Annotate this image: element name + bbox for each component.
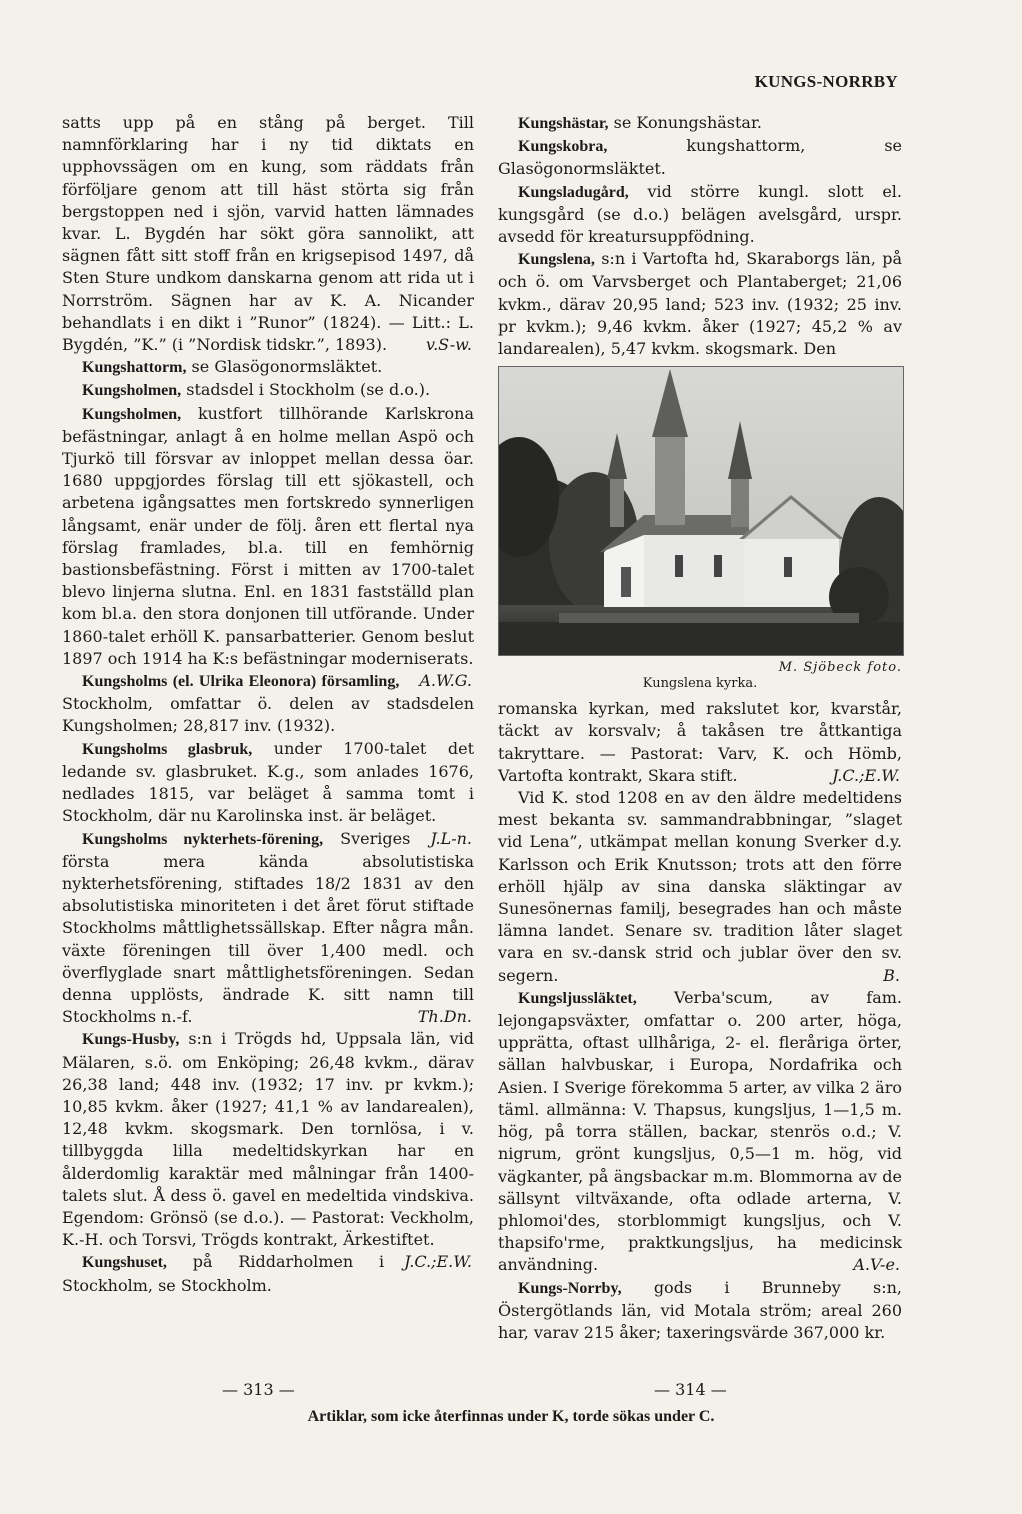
article-entry	[498, 181, 902, 249]
article-headword: Kungshuset,	[82, 1254, 167, 1272]
author-signature: Th.Dn.	[417, 1007, 472, 1027]
photo-caption: Kungslena kyrka.	[642, 676, 758, 692]
church-photo	[498, 366, 904, 656]
article-entry	[498, 698, 902, 787]
article-headword: Kungs-Norrby,	[518, 1279, 622, 1297]
article-entry	[62, 112, 474, 356]
article-entry	[498, 787, 902, 987]
running-head: KUNGS-NORRBY	[754, 72, 898, 91]
article-text: kustfort tillhörande Karlskrona befästningar, anlagt å en holme mellan Aspö och Tjurkö till försvar av inloppet mellan dessa öar. 1680 uppgjordes förslag till ett sjökastell, och arbetena igångsattes men fortskredo synnerligen långsamt, enär under de följ. åren ett flertal nya förslag framlades, bl.a. till en femhörnig bastionsbefästning. Först i mitten av 1700-talet blevo linjerna slutna. Enl. en 1831 fastställd plan kom bl.a. den stora donjonen till utförande. Under 1860-talet erhöll K. pansarbatterier. Genom beslut 1897 och 1914 ha K:s befästningar moderniserats.	[62, 403, 474, 668]
article-headword: Kungsholms glasbruk,	[82, 740, 253, 758]
article-headword: Kungsholmen,	[82, 405, 182, 423]
article-headword: Kungsholms (el. Ulrika Eleonora) församling,	[82, 673, 400, 691]
left-column	[62, 112, 474, 1297]
article-entry	[62, 828, 474, 1029]
article-text: s:n i Vartofta hd, Skaraborgs län, på och ö. om Varvsberget och Plantaberget; 21,06 kvkm., därav 20,95 land; 523 inv. (1932; 25 inv. pr kvkm.); 9,46 kvkm. åker (1927; 45,2 % av landarealen), 5,47 kvkm. skogsmark. Den	[498, 249, 902, 359]
right-column	[498, 112, 902, 1344]
article-headword: Kungslena,	[518, 251, 595, 269]
page-number-left: — 313 —	[222, 1380, 295, 1399]
article-text: romanska kyrkan, med rakslutet kor, kvarstår, täckt av korsvalv; å takåsen tre åttkantiga takryttare. — Pastorat: Varv, K. och Hömb, Vartofta kontrakt, Skara stift.	[498, 699, 902, 785]
article-headword: Kungsljussläktet,	[518, 989, 637, 1007]
page-number-right: — 314 —	[654, 1380, 727, 1399]
article-text: Verba'scum, av fam. lejongapsväxter, omfattar o. 200 arter, höga, upprätta, oftast ullhåriga, 2- el. fleråriga örter, sällan halvbuskar, i Europa, Nordafrika och Asien. I Sverige förekomma 5 arter, av vilka 2 äro täml. allmänna: V. Thapsus, kungsljus, 1—1,5 m. hög, på torra ställen, backar, stenrös o.d.; V. nigrum, grönt kungsljus, 0,5—1 m. hög, vid vägkanter, på ängsbackar m.m. Blommorna av de sällsynt viltväxande, ofta odlade arterna, V. phlomoi'des, storblommigt kungsljus, och V. thapsifo'rme, praktkungsljus, ha medicinsk användning.	[498, 987, 902, 1275]
article-headword: Kungsholms nykterhets-förening,	[82, 830, 324, 848]
article-entry	[62, 356, 474, 379]
article-headword: Kungskobra,	[518, 138, 608, 156]
article-text: under 1700-talet det ledande sv. glasbruket. K.g., som anlades 1676, nedlades 1815, var beläget å samma tomt i Stockholm, där nu Karolinska inst. är beläget.	[62, 738, 475, 826]
footer-note: Artiklar, som icke återfinnas under K, torde sökas under C.	[307, 1408, 715, 1425]
article-text: Vid K. stod 1208 en av den äldre medeltidens mest bekanta sv. sammandrabbningar, ”slaget vid Lena”, utkämpat mellan konung Sverker d.y. Karlsson och Erik Knutsson; trots att den förre erhöll hjälp av sina danska släktingar av Sunesönernas familj, besegrades han och måste lämna landet. Senare sv. tradition låter slaget vara en sv.-dansk strid och jublar över den sv. segern.	[498, 788, 902, 985]
article-text: se Konungshästar.	[613, 113, 762, 132]
article-entry	[498, 135, 902, 180]
church-illustration	[499, 367, 903, 655]
article-text: kungshattorm, se Glasögonormsläktet.	[498, 136, 902, 179]
article-text: på Riddarholmen i Stockholm, se Stockholm.	[62, 1252, 385, 1295]
author-signature: B.	[883, 965, 900, 985]
article-entry	[498, 112, 902, 135]
figure	[498, 366, 902, 692]
article-text: vid större kungl. slott el. kungsgård (se d.o.) belägen avelsgård, urspr. avsedd för kreatursuppfödning.	[498, 181, 902, 247]
article-entry	[62, 379, 474, 402]
article-headword: Kungshästar,	[518, 115, 609, 132]
author-signature: A.V-e.	[853, 1255, 900, 1275]
article-text: Sveriges första mera kända absolutistiska nykterhetsförening, stiftades 18/2 1831 av den absolutistiska minoriteten i det året förut stiftade Stockholms måttlighetssällskap. Efter några mån. växte föreningen till över 1,400 medl. och överflyglade snart måttlighetsföreningen. Sedan denna upplösts, ändrade K. sitt namn till Stockholms n.-f.	[62, 828, 474, 1027]
article-headword: Kungshattorm,	[82, 359, 187, 377]
article-text: stadsdel i Stockholm (se d.o.).	[186, 380, 431, 400]
author-signature: v.S-w.	[425, 335, 472, 355]
author-signature: A.W.G.	[419, 671, 472, 691]
article-text: gods i Brunneby s:n, Östergötlands län, vid Motala ström; areal 260 har, varav 215 åker; taxeringsvärde 367,000 kr.	[498, 1277, 902, 1342]
author-signature: J.C.;E.W.	[404, 1252, 472, 1272]
author-signature: J.L-n.	[430, 828, 472, 848]
author-signature: J.C.;E.W.	[832, 765, 900, 785]
article-headword: Kungsladugård,	[518, 183, 629, 201]
article-headword: Kungs-Husby,	[82, 1031, 180, 1049]
article-text: se Glasögonormsläktet.	[191, 357, 383, 377]
article-entry	[498, 248, 902, 360]
article-entry	[498, 1277, 902, 1345]
photo-credit: M. Sjöbeck foto.	[778, 660, 902, 676]
article-text: satts upp på en stång på berget. Till namnförklaring har i ny tid diktats en upphovssägen om en kung, som räddats från förföljare genom att till häst störta sig från bergstoppen ned i sjön, varvid hatten lämnades kvar. L. Bygdén har sökt göra sannolikt, att sägnen fått sitt stoff från en krigsepisod 1497, då Sten Sture undkom danskarna genom att rida ut i Norrström. Sägnen har av K. A. Nicander behandlats i en dikt i ”Runor” (1824). — Litt.: L. Bygdén, ”K.” (i ”Nordisk tidskr.”, 1893).	[62, 113, 474, 355]
article-entry	[498, 987, 902, 1277]
article-headword: Kungsholmen,	[82, 382, 182, 400]
article-text: s:n i Trögds hd, Uppsala län, vid Mälaren, s.ö. om Enköping; 26,48 kvkm., därav 26,38 land; 448 inv. (1932; 17 inv. pr kvkm.); 10,85 kvkm. åker (1927; 41,1 % av landarealen), 12,48 kvkm. skogsmark. Den tornlösa, i v. tillbyggda lilla medeltidskyrkan har en ålderdomlig karaktär med målningar från 1400-talets slut. Å dess ö. gavel en medeltida vindskiva. Egendom: Grönsö (se d.o.). — Pastorat: Veckholm, K.-H. och Torsvi, Trögds kontrakt, Ärkestiftet.	[62, 1029, 475, 1250]
article-text: Stockholm, omfattar ö. delen av stadsdelen Kungsholmen; 28,817 inv. (1932).	[62, 694, 474, 736]
